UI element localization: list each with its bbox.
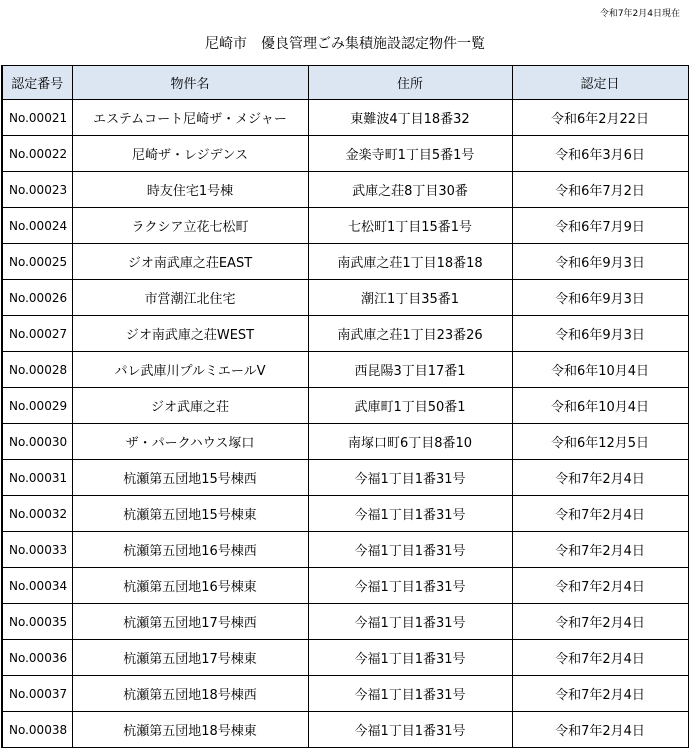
cell-property-name: 杭瀬第五団地18号棟西 <box>72 676 308 712</box>
cell-certification-number: No.00029 <box>2 388 72 424</box>
cell-property-name: ジオ南武庫之荘EAST <box>72 244 308 280</box>
cell-certification-number: No.00030 <box>2 424 72 460</box>
table-row <box>2 712 688 748</box>
cell-certification-number: No.00027 <box>2 316 72 352</box>
table-row <box>2 604 688 640</box>
cell-certification-number: No.00033 <box>2 532 72 568</box>
cell-certified-date: 令和6年10月4日 <box>512 352 688 388</box>
cell-address: 南塚口町6丁目8番10 <box>308 424 512 460</box>
cell-property-name: 杭瀬第五団地15号棟西 <box>72 460 308 496</box>
cell-property-name: ジオ南武庫之荘WEST <box>72 316 308 352</box>
table-row <box>2 244 688 280</box>
cell-certified-date: 令和7年2月4日 <box>512 532 688 568</box>
cell-property-name: 杭瀬第五団地18号棟東 <box>72 712 308 748</box>
cell-property-name: ザ・パークハウス塚口 <box>72 424 308 460</box>
table-row <box>2 532 688 568</box>
cell-certified-date: 令和6年9月3日 <box>512 280 688 316</box>
cell-certified-date: 令和7年2月4日 <box>512 496 688 532</box>
cell-property-name: 杭瀬第五団地16号棟西 <box>72 532 308 568</box>
cell-certification-number: No.00022 <box>2 136 72 172</box>
cell-address: 今福1丁目1番31号 <box>308 532 512 568</box>
cell-property-name: 市営潮江北住宅 <box>72 280 308 316</box>
cell-address: 今福1丁目1番31号 <box>308 568 512 604</box>
table-row <box>2 676 688 712</box>
cell-certified-date: 令和6年7月9日 <box>512 208 688 244</box>
as-of-date: 令和7年2月4日現在 <box>599 9 680 19</box>
cell-certified-date: 令和7年2月4日 <box>512 568 688 604</box>
cell-certification-number: No.00036 <box>2 640 72 676</box>
column-header-address: 住所 <box>308 66 512 100</box>
cell-certification-number: No.00028 <box>2 352 72 388</box>
table-row <box>2 280 688 316</box>
cell-address: 今福1丁目1番31号 <box>308 604 512 640</box>
cell-property-name: ラクシア立花七松町 <box>72 208 308 244</box>
table-row <box>2 352 688 388</box>
cell-address: 今福1丁目1番31号 <box>308 460 512 496</box>
table-row <box>2 136 688 172</box>
cell-property-name: 杭瀬第五団地17号棟東 <box>72 640 308 676</box>
cell-certified-date: 令和6年10月4日 <box>512 388 688 424</box>
cell-address: 金楽寺町1丁目5番1号 <box>308 136 512 172</box>
page-title: 尼崎市 優良管理ごみ集積施設認定物件一覧 <box>205 36 485 52</box>
table-row <box>2 460 688 496</box>
cell-property-name: 尼崎ザ・レジデンス <box>72 136 308 172</box>
certified-properties-table <box>1 65 689 748</box>
cell-certified-date: 令和6年2月22日 <box>512 100 688 136</box>
cell-certification-number: No.00038 <box>2 712 72 748</box>
cell-certification-number: No.00026 <box>2 280 72 316</box>
cell-certified-date: 令和6年3月6日 <box>512 136 688 172</box>
cell-address: 武庫之荘8丁目30番 <box>308 172 512 208</box>
cell-address: 東難波4丁目18番32 <box>308 100 512 136</box>
table-row <box>2 316 688 352</box>
cell-certified-date: 令和6年9月3日 <box>512 316 688 352</box>
cell-certification-number: No.00023 <box>2 172 72 208</box>
cell-property-name: ジオ武庫之荘 <box>72 388 308 424</box>
cell-property-name: 杭瀬第五団地15号棟東 <box>72 496 308 532</box>
cell-certified-date: 令和6年12月5日 <box>512 424 688 460</box>
cell-address: 潮江1丁目35番1 <box>308 280 512 316</box>
table-row <box>2 100 688 136</box>
cell-address: 今福1丁目1番31号 <box>308 640 512 676</box>
column-header-certified-date: 認定日 <box>512 66 688 100</box>
cell-property-name: 杭瀬第五団地17号棟西 <box>72 604 308 640</box>
column-header-property-name: 物件名 <box>72 66 308 100</box>
cell-property-name: 杭瀬第五団地16号棟東 <box>72 568 308 604</box>
table-row <box>2 496 688 532</box>
table-row <box>2 208 688 244</box>
column-header-number: 認定番号 <box>2 66 72 100</box>
cell-address: 南武庫之荘1丁目23番26 <box>308 316 512 352</box>
table-header-row <box>2 66 688 100</box>
cell-certified-date: 令和7年2月4日 <box>512 640 688 676</box>
cell-address: 武庫町1丁目50番1 <box>308 388 512 424</box>
cell-certified-date: 令和6年7月2日 <box>512 172 688 208</box>
cell-address: 今福1丁目1番31号 <box>308 676 512 712</box>
table-row <box>2 640 688 676</box>
table-row <box>2 388 688 424</box>
cell-certification-number: No.00034 <box>2 568 72 604</box>
table-row <box>2 172 688 208</box>
cell-certification-number: No.00035 <box>2 604 72 640</box>
table-row <box>2 424 688 460</box>
cell-certification-number: No.00024 <box>2 208 72 244</box>
table-body <box>2 100 688 748</box>
cell-property-name: 時友住宅1号棟 <box>72 172 308 208</box>
table-row <box>2 568 688 604</box>
cell-address: 今福1丁目1番31号 <box>308 712 512 748</box>
cell-address: 今福1丁目1番31号 <box>308 496 512 532</box>
cell-address: 七松町1丁目15番1号 <box>308 208 512 244</box>
cell-certified-date: 令和7年2月4日 <box>512 676 688 712</box>
cell-certified-date: 令和6年9月3日 <box>512 244 688 280</box>
cell-certified-date: 令和7年2月4日 <box>512 460 688 496</box>
cell-certification-number: No.00032 <box>2 496 72 532</box>
cell-certification-number: No.00021 <box>2 100 72 136</box>
cell-certification-number: No.00037 <box>2 676 72 712</box>
cell-address: 南武庫之荘1丁目18番18 <box>308 244 512 280</box>
cell-certified-date: 令和7年2月4日 <box>512 604 688 640</box>
cell-address: 西昆陽3丁目17番1 <box>308 352 512 388</box>
cell-certification-number: No.00025 <box>2 244 72 280</box>
cell-certification-number: No.00031 <box>2 460 72 496</box>
cell-certified-date: 令和7年2月4日 <box>512 712 688 748</box>
cell-property-name: エステムコート尼崎ザ・メジャー <box>72 100 308 136</box>
cell-property-name: パレ武庫川プルミエールⅤ <box>72 352 308 388</box>
